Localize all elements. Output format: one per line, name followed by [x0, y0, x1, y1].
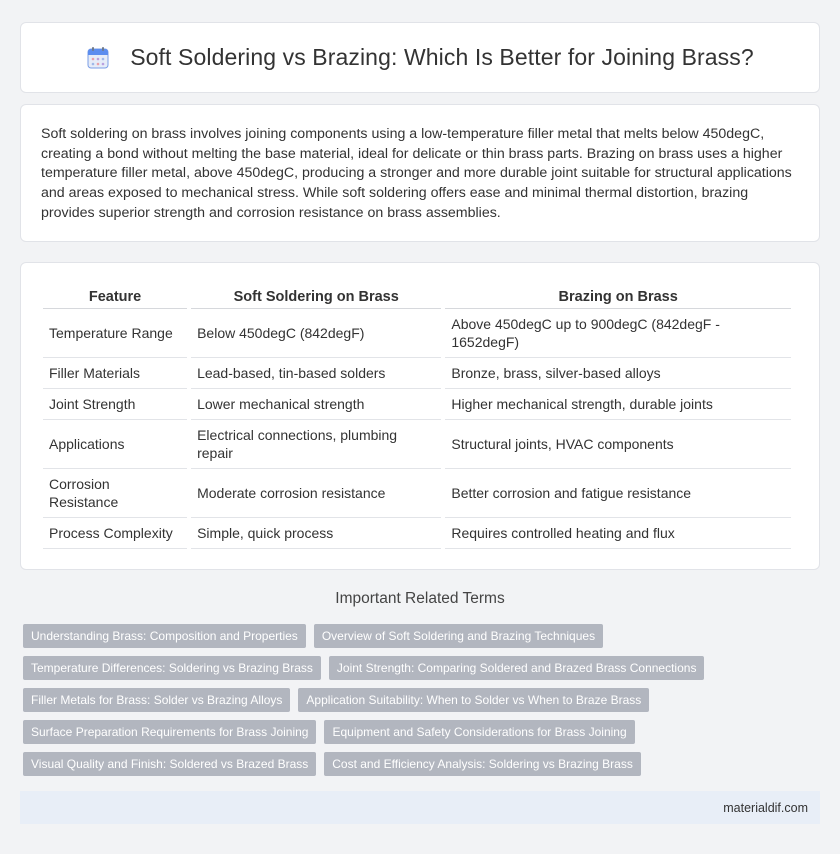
summary-card: [20, 104, 820, 242]
calendar-icon: [86, 46, 110, 70]
table-row: [43, 469, 791, 518]
header-soft-soldering: Soft Soldering on Brass: [191, 283, 441, 309]
table-cell-soldering: Lower mechanical strength: [191, 389, 441, 420]
page-title: Soft Soldering vs Brazing: Which Is Better for Joining Brass?: [130, 44, 754, 70]
table-cell-brazing: Better corrosion and fatigue resistance: [445, 469, 791, 518]
related-tag[interactable]: Equipment and Safety Considerations for Brass Joining: [324, 720, 634, 744]
related-tag[interactable]: Visual Quality and Finish: Soldered vs Brazed Brass: [23, 752, 316, 776]
table-cell-brazing: Above 450degC up to 900degC (842degF - 1652degF): [445, 309, 791, 358]
header-brazing: Brazing on Brass: [445, 283, 791, 309]
header-card: [20, 22, 820, 93]
footer: [20, 791, 820, 824]
table-cell-feature: Process Complexity: [43, 518, 187, 549]
table-cell-brazing: Higher mechanical strength, durable joints: [445, 389, 791, 420]
related-tag[interactable]: Overview of Soft Soldering and Brazing Techniques: [314, 624, 603, 648]
table-cell-brazing: Bronze, brass, silver-based alloys: [445, 358, 791, 389]
related-terms-section: [20, 590, 820, 776]
table-cell-soldering: Lead-based, tin-based solders: [191, 358, 441, 389]
footer-site-link[interactable]: materialdif.com: [723, 800, 808, 815]
table-cell-soldering: Moderate corrosion resistance: [191, 469, 441, 518]
comparison-card: [20, 262, 820, 570]
table-cell-brazing: Structural joints, HVAC components: [445, 420, 791, 469]
related-tag[interactable]: Application Suitability: When to Solder vs When to Braze Brass: [298, 688, 649, 712]
table-cell-soldering: Simple, quick process: [191, 518, 441, 549]
related-tag[interactable]: Joint Strength: Comparing Soldered and Brazed Brass Connections: [329, 656, 705, 680]
table-cell-feature: Applications: [43, 420, 187, 469]
header-feature: Feature: [43, 283, 187, 309]
table-cell-brazing: Requires controlled heating and flux: [445, 518, 791, 549]
table-row: [43, 309, 791, 358]
related-tag[interactable]: Surface Preparation Requirements for Brass Joining: [23, 720, 316, 744]
related-tag[interactable]: Filler Metals for Brass: Solder vs Brazing Alloys: [23, 688, 290, 712]
related-tag[interactable]: Understanding Brass: Composition and Properties: [23, 624, 306, 648]
table-row: [43, 358, 791, 389]
table-cell-soldering: Electrical connections, plumbing repair: [191, 420, 441, 469]
related-tags: [20, 624, 720, 776]
table-row: [43, 518, 791, 549]
table-row: [43, 389, 791, 420]
table-cell-feature: Joint Strength: [43, 389, 187, 420]
related-tag[interactable]: Temperature Differences: Soldering vs Brazing Brass: [23, 656, 321, 680]
table-cell-feature: Temperature Range: [43, 309, 187, 358]
table-cell-feature: Filler Materials: [43, 358, 187, 389]
table-cell-soldering: Below 450degC (842degF): [191, 309, 441, 358]
related-terms-heading: Important Related Terms: [335, 590, 505, 607]
title-wrap: [86, 44, 754, 71]
summary-text: Soft soldering on brass involves joining components using a low-temperature filler metal that melts below 450degC, creating a bond without melting the base material, ideal for delicate or thin brass parts. Brazing on brass uses a higher temperature filler metal, above 450degC, producing a stronger and more durable joint suitable for structural applications and areas exposed to mechanical stress. While soft soldering offers ease and minimal thermal distortion, brazing provides superior strength and corrosion resistance on brass assemblies.: [41, 126, 792, 221]
table-row: [43, 420, 791, 469]
table-header-row: [43, 283, 791, 309]
related-tag[interactable]: Cost and Efficiency Analysis: Soldering vs Brazing Brass: [324, 752, 641, 776]
table-cell-feature: Corrosion Resistance: [43, 469, 187, 518]
comparison-table: [39, 283, 795, 549]
